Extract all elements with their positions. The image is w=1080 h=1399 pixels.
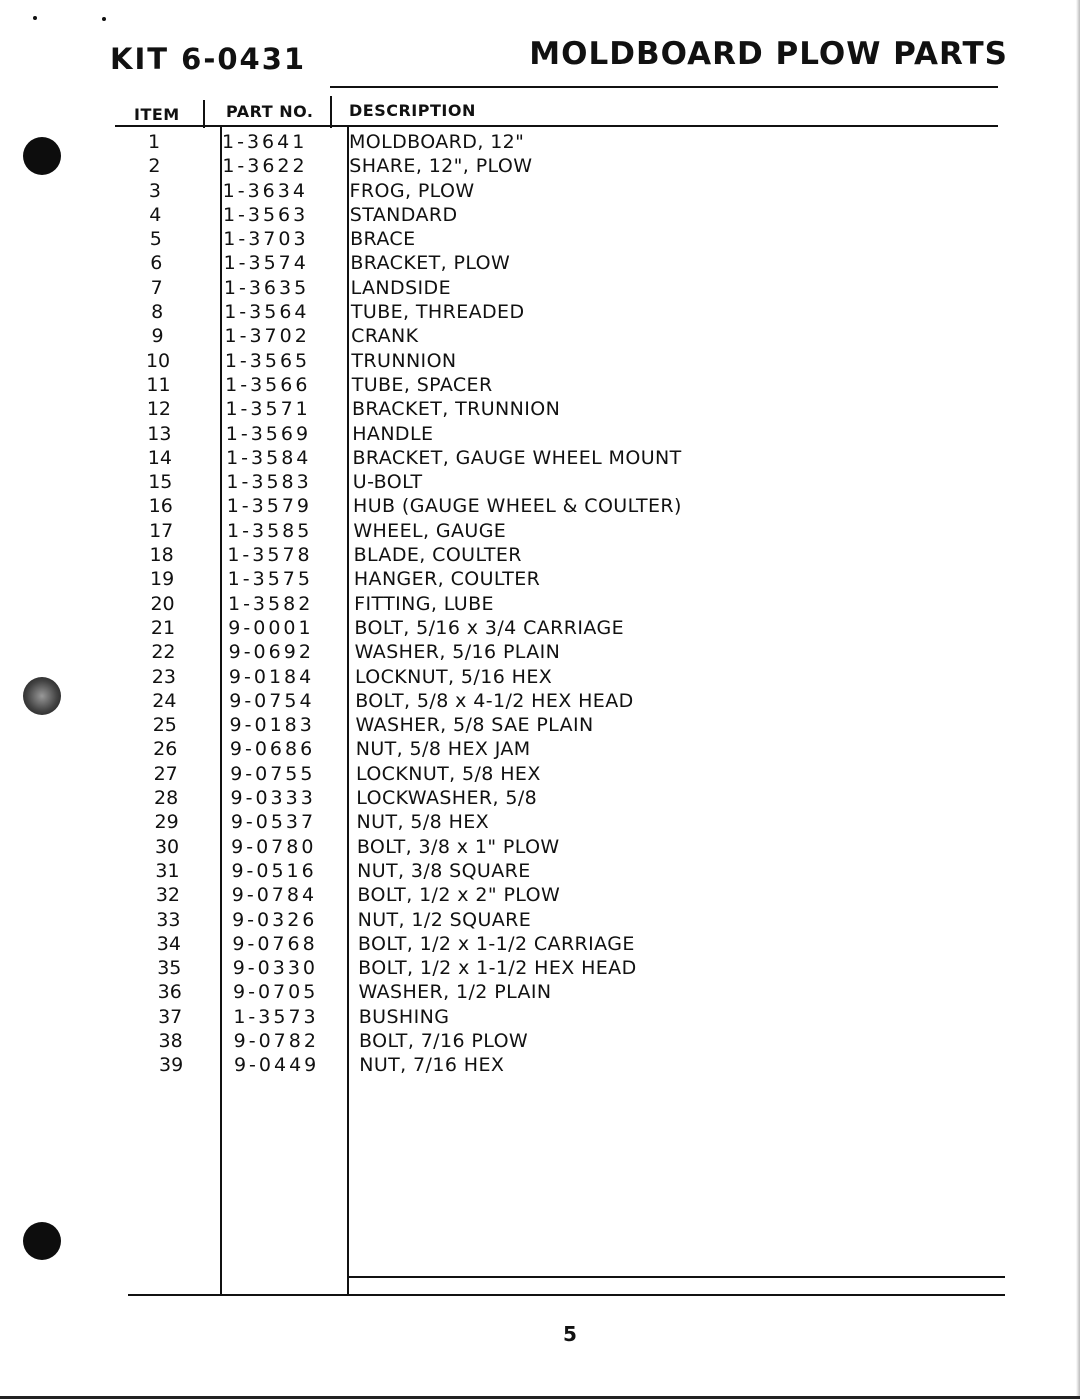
table-row — [0, 616, 1080, 640]
part-description: FROG, PLOW — [349, 179, 475, 202]
table-row — [0, 470, 1080, 494]
part-description: HANGER, COULTER — [353, 568, 541, 591]
part-number: 1-3563 — [222, 203, 309, 226]
item-number: 14 — [147, 446, 172, 469]
item-number: 11 — [146, 373, 171, 396]
part-number: 1-3585 — [227, 519, 313, 542]
part-description: BRACE — [350, 228, 416, 251]
part-description: TUBE, SPACER — [351, 373, 493, 396]
part-description: U-BOLT — [352, 471, 423, 494]
part-number: 9-0516 — [231, 859, 317, 882]
kit-title: KIT 6-0431 — [110, 42, 307, 76]
item-number: 1 — [147, 131, 161, 153]
table-row — [0, 835, 1080, 859]
part-number: 1-3579 — [226, 495, 313, 518]
part-number: 9-0768 — [232, 932, 318, 955]
part-description: TUBE, THREADED — [350, 301, 525, 324]
header-top-rule — [330, 86, 998, 88]
table-row — [0, 908, 1080, 932]
table-row — [0, 786, 1080, 810]
part-description: CRANK — [351, 325, 419, 348]
item-number: 36 — [157, 981, 182, 1004]
part-description: WHEEL, GAUGE — [353, 519, 507, 542]
part-number: 9-0001 — [228, 616, 314, 639]
document-title: MOLDBOARD PLOW PARTS — [529, 36, 1008, 72]
part-description: LANDSIDE — [350, 276, 451, 299]
item-number: 16 — [148, 495, 173, 518]
part-number: 9-0449 — [233, 1054, 320, 1077]
item-number: 30 — [154, 835, 180, 858]
part-number: 1-3566 — [225, 373, 311, 396]
part-description: BOLT, 5/16 x 3/4 CARRIAGE — [354, 616, 624, 639]
item-number: 20 — [150, 592, 175, 615]
item-number: 27 — [153, 762, 178, 785]
part-desc-divider — [330, 96, 332, 128]
part-number: 1-3569 — [225, 422, 312, 445]
part-description: NUT, 5/8 HEX JAM — [355, 738, 531, 761]
table-row — [0, 980, 1080, 1004]
part-number: 1-3564 — [224, 301, 310, 324]
table-row — [0, 810, 1080, 834]
part-number: 1-3702 — [224, 325, 310, 348]
table-bottom-rule — [128, 1294, 1005, 1296]
header-bottom-rule — [115, 125, 998, 127]
part-number: 9-0754 — [229, 689, 315, 712]
table-row — [0, 1029, 1080, 1053]
column-header-item: ITEM — [134, 105, 180, 124]
part-description: TRUNNION — [351, 349, 457, 372]
table-row — [0, 519, 1080, 543]
part-number: 9-0183 — [229, 714, 315, 737]
table-row — [0, 689, 1080, 713]
part-description: BOLT, 1/2 x 1-1/2 CARRIAGE — [357, 932, 635, 955]
table-row — [0, 592, 1080, 616]
scan-speck — [102, 17, 106, 21]
table-row — [0, 227, 1080, 251]
part-description: BOLT, 1/2 x 1-1/2 HEX HEAD — [358, 957, 637, 980]
part-number: 1-3622 — [222, 155, 308, 178]
part-number: 9-0755 — [230, 762, 316, 785]
item-number: 15 — [148, 471, 173, 494]
table-row — [0, 203, 1080, 227]
table-row — [0, 737, 1080, 761]
table-row — [0, 713, 1080, 737]
part-description: SHARE, 12", PLOW — [349, 155, 533, 178]
item-number: 10 — [145, 349, 171, 372]
item-number: 8 — [151, 301, 164, 324]
item-number: 38 — [158, 1029, 183, 1052]
item-number: 32 — [155, 884, 181, 907]
table-row — [0, 1053, 1080, 1077]
column-header-part-no: PART NO. — [226, 102, 314, 121]
column-header-description: DESCRIPTION — [349, 101, 476, 120]
part-description: NUT, 5/8 HEX — [356, 811, 490, 834]
item-number: 6 — [150, 252, 163, 275]
table-row — [0, 300, 1080, 324]
part-number: 9-0692 — [228, 641, 314, 664]
part-number: 1-3635 — [223, 276, 310, 299]
item-part-divider — [203, 100, 205, 128]
item-number: 4 — [149, 203, 162, 226]
table-row — [0, 543, 1080, 567]
item-number: 13 — [147, 422, 172, 445]
part-description: BOLT, 7/16 PLOW — [358, 1029, 529, 1052]
table-row — [0, 154, 1080, 178]
parts-table-body — [0, 130, 1080, 1078]
table-row — [0, 665, 1080, 689]
item-number: 28 — [154, 787, 179, 810]
item-number: 7 — [150, 276, 163, 299]
table-bottom-rule-inner — [347, 1276, 1005, 1278]
part-description: NUT, 7/16 HEX — [359, 1054, 505, 1077]
part-number: 9-0330 — [232, 957, 319, 980]
item-number: 9 — [151, 325, 164, 348]
item-number: 26 — [153, 738, 178, 761]
part-description: WASHER, 5/8 SAE PLAIN — [355, 714, 594, 737]
scan-speck — [33, 16, 37, 20]
item-number: 23 — [151, 665, 176, 688]
item-number: 24 — [152, 689, 177, 712]
table-row — [0, 932, 1080, 956]
part-description: LOCKNUT, 5/8 HEX — [356, 762, 541, 785]
part-description: BRACKET, GAUGE WHEEL MOUNT — [352, 446, 682, 469]
part-description: MOLDBOARD, 12" — [349, 131, 525, 153]
table-row — [0, 422, 1080, 446]
table-row — [0, 567, 1080, 591]
item-number: 12 — [146, 398, 172, 421]
table-row — [0, 762, 1080, 786]
part-description: BOLT, 1/2 x 2" PLOW — [357, 884, 561, 907]
part-number: 1-3583 — [226, 471, 312, 494]
part-number: 9-0333 — [230, 787, 316, 810]
part-number: 9-0537 — [230, 811, 317, 834]
table-row — [0, 130, 1080, 154]
part-number: 9-0326 — [232, 908, 318, 931]
part-number: 9-0184 — [228, 665, 315, 688]
table-row — [0, 883, 1080, 907]
table-row — [0, 397, 1080, 421]
part-number: 1-3584 — [226, 446, 312, 469]
binder-hole-bottom — [23, 1222, 61, 1260]
part-number: 1-3641 — [222, 131, 308, 153]
part-number: 1-3634 — [222, 179, 308, 202]
item-number: 2 — [148, 155, 161, 178]
part-description: BOLT, 5/8 x 4-1/2 HEX HEAD — [355, 689, 634, 712]
part-description: HANDLE — [352, 422, 434, 445]
part-number: 1-3565 — [224, 349, 311, 372]
item-number: 35 — [157, 957, 182, 980]
table-row — [0, 494, 1080, 518]
table-row — [0, 373, 1080, 397]
part-description: WASHER, 1/2 PLAIN — [358, 981, 552, 1004]
item-number: 5 — [149, 228, 162, 251]
table-row — [0, 859, 1080, 883]
item-number: 19 — [150, 568, 175, 591]
item-number: 33 — [156, 908, 181, 931]
table-row — [0, 324, 1080, 348]
part-number: 1-3573 — [233, 1005, 319, 1028]
part-number: 1-3575 — [227, 568, 313, 591]
part-description: NUT, 3/8 SQUARE — [357, 859, 531, 882]
page-number: 5 — [563, 1322, 577, 1346]
table-row — [0, 1005, 1080, 1029]
item-number: 25 — [152, 714, 177, 737]
item-number: 39 — [159, 1054, 184, 1077]
part-number: 1-3582 — [227, 592, 314, 615]
part-description: BRACKET, PLOW — [350, 252, 511, 275]
part-description: BUSHING — [358, 1005, 450, 1028]
item-number: 29 — [154, 811, 179, 834]
table-row — [0, 349, 1080, 373]
part-number: 1-3578 — [227, 544, 313, 567]
table-row — [0, 179, 1080, 203]
item-number: 37 — [158, 1005, 183, 1028]
item-number: 18 — [149, 544, 174, 567]
table-row — [0, 251, 1080, 275]
item-number: 31 — [155, 859, 180, 882]
part-description: BOLT, 3/8 x 1" PLOW — [356, 835, 560, 858]
part-description: STANDARD — [349, 203, 458, 226]
part-number: 9-0780 — [231, 835, 317, 858]
part-description: NUT, 1/2 SQUARE — [357, 908, 532, 931]
part-description: FITTING, LUBE — [354, 592, 494, 615]
item-number: 21 — [150, 616, 176, 639]
part-description: HUB (GAUGE WHEEL & COULTER) — [353, 495, 682, 518]
part-number: 9-0686 — [229, 738, 316, 761]
item-number: 34 — [156, 932, 181, 955]
part-number: 1-3703 — [223, 228, 309, 251]
part-number: 9-0784 — [231, 884, 318, 907]
part-description: LOCKWASHER, 5/8 — [356, 787, 538, 810]
table-row — [0, 956, 1080, 980]
part-description: BLADE, COULTER — [353, 544, 522, 567]
part-number: 1-3571 — [225, 398, 311, 421]
table-row — [0, 276, 1080, 300]
part-number: 1-3574 — [223, 252, 309, 275]
part-description: LOCKNUT, 5/16 HEX — [354, 665, 553, 688]
part-description: BRACKET, TRUNNION — [351, 398, 561, 421]
item-number: 3 — [148, 179, 161, 202]
item-number: 22 — [151, 641, 176, 664]
part-description: WASHER, 5/16 PLAIN — [354, 641, 561, 664]
table-row — [0, 640, 1080, 664]
part-number: 9-0705 — [233, 981, 319, 1004]
item-number: 17 — [149, 519, 174, 542]
table-row — [0, 446, 1080, 470]
part-number: 9-0782 — [233, 1029, 319, 1052]
